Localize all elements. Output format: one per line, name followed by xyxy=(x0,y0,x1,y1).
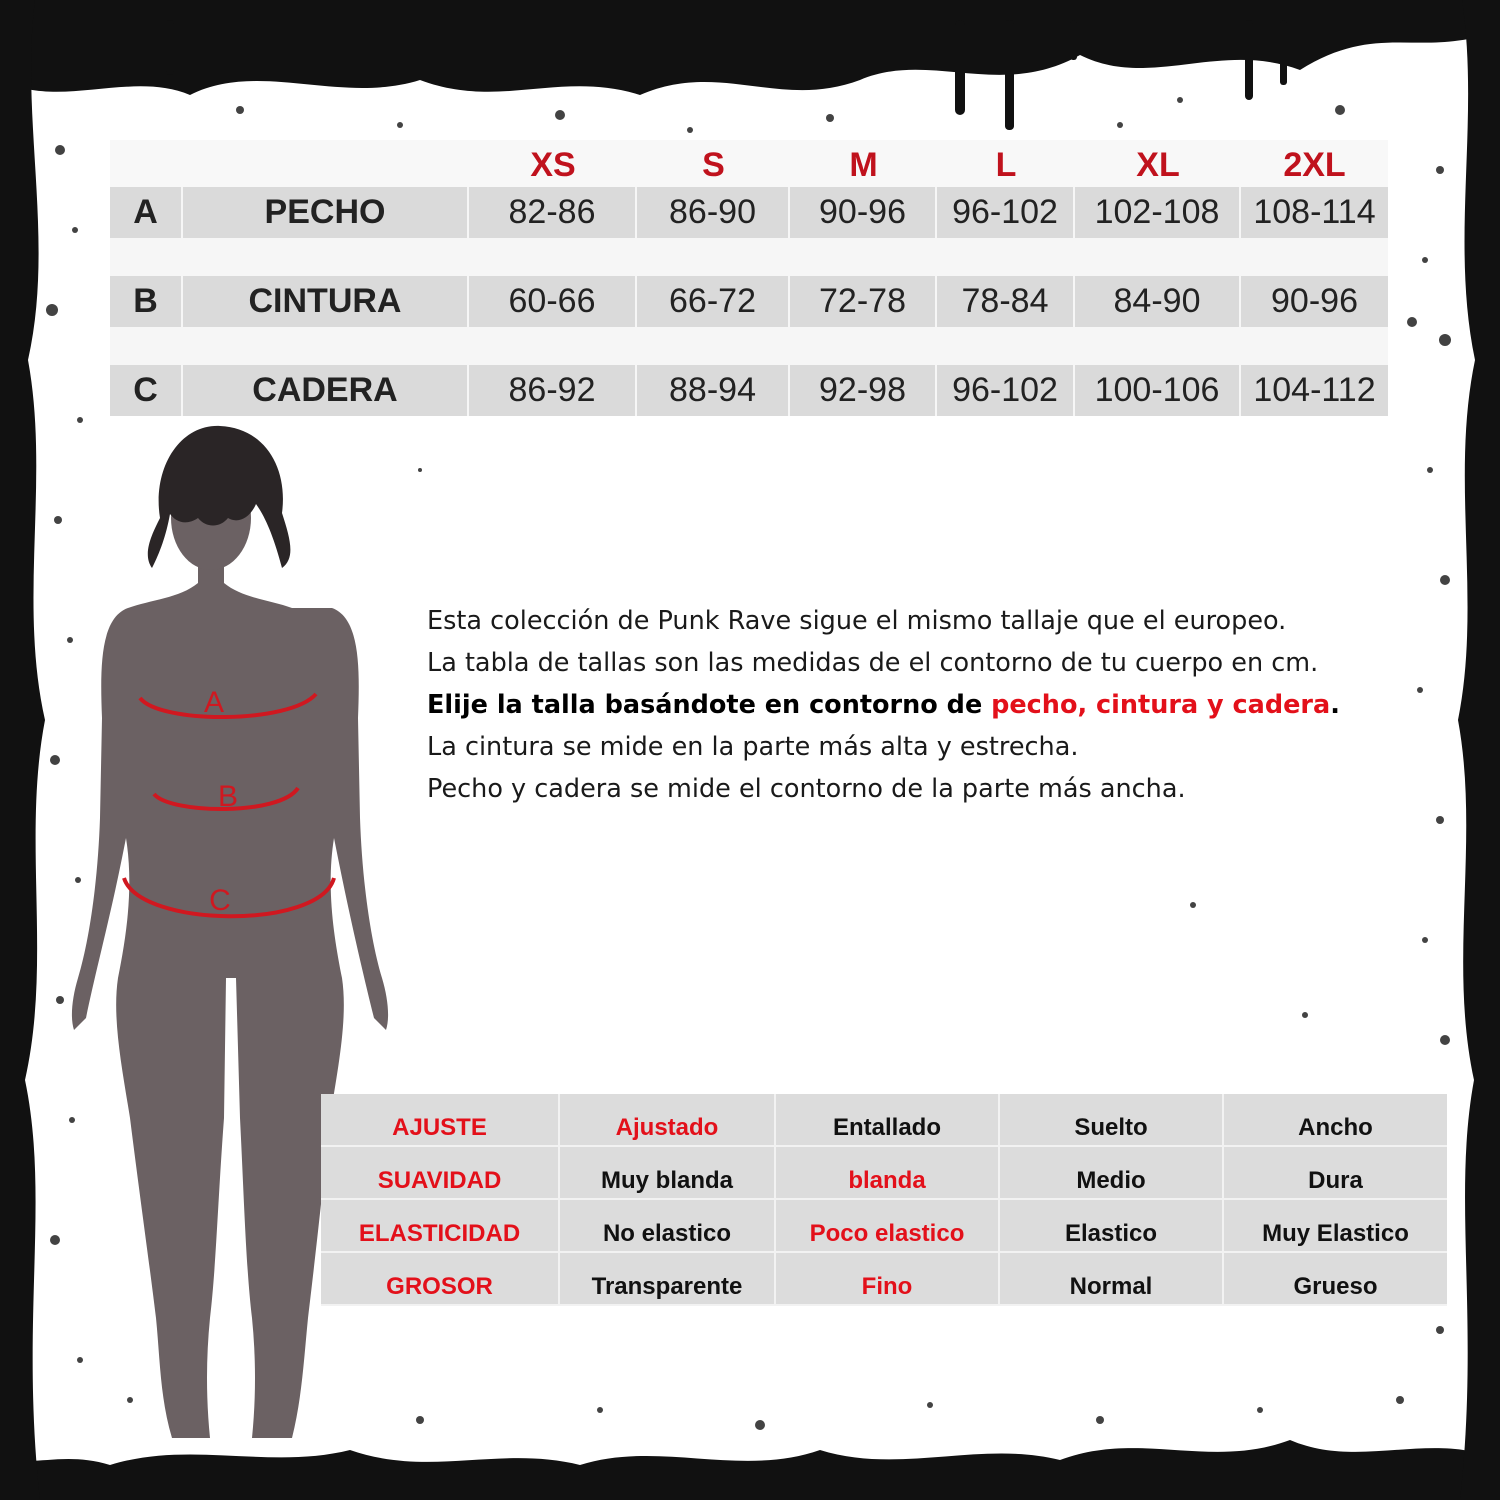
size-cell: 100-106 xyxy=(1075,365,1241,416)
size-cell: 86-92 xyxy=(469,365,637,416)
attr-option-selected: blanda xyxy=(775,1146,999,1199)
attr-label: GROSOR xyxy=(321,1252,559,1305)
attr-option: Elastico xyxy=(999,1199,1223,1252)
attr-option: Grueso xyxy=(1223,1252,1447,1305)
attr-option: Medio xyxy=(999,1146,1223,1199)
attr-option: Suelto xyxy=(999,1094,1223,1146)
attr-label: SUAVIDAD xyxy=(321,1146,559,1199)
attr-option-selected: Fino xyxy=(775,1252,999,1305)
attr-row-elasticidad xyxy=(321,1199,1447,1252)
attr-option: No elastico xyxy=(559,1199,775,1252)
attr-option-selected: Poco elastico xyxy=(775,1199,999,1252)
size-header-row xyxy=(110,140,1388,187)
row-name: CINTURA xyxy=(183,276,469,327)
size-row-cadera xyxy=(110,365,1388,416)
attr-option-selected: Ajustado xyxy=(559,1094,775,1146)
size-cell: 102-108 xyxy=(1075,187,1241,238)
row-letter: A xyxy=(110,187,183,238)
size-cell: 108-114 xyxy=(1241,187,1388,238)
attr-row-grosor xyxy=(321,1252,1447,1305)
fabric-attributes-table xyxy=(321,1094,1447,1306)
size-header-2xl: 2XL xyxy=(1241,140,1388,187)
attr-row-suavidad xyxy=(321,1146,1447,1199)
attr-label: AJUSTE xyxy=(321,1094,559,1146)
row-gap xyxy=(110,327,1388,365)
marker-c: C xyxy=(209,884,231,917)
size-cell: 96-102 xyxy=(937,365,1075,416)
attr-option: Entallado xyxy=(775,1094,999,1146)
size-cell: 60-66 xyxy=(469,276,637,327)
attr-option: Transparente xyxy=(559,1252,775,1305)
size-header-xs: XS xyxy=(469,140,637,187)
desc-red-text: pecho, cintura y cadera xyxy=(991,690,1331,720)
size-row-pecho xyxy=(110,187,1388,238)
marker-b: B xyxy=(217,780,239,813)
size-header-xl: XL xyxy=(1075,140,1241,187)
size-cell: 86-90 xyxy=(637,187,790,238)
header-spacer xyxy=(183,140,469,187)
size-header-m: M xyxy=(790,140,937,187)
size-cell: 72-78 xyxy=(790,276,937,327)
marker-a: A xyxy=(203,686,225,719)
size-cell: 78-84 xyxy=(937,276,1075,327)
size-cell: 96-102 xyxy=(937,187,1075,238)
attr-option: Ancho xyxy=(1223,1094,1447,1146)
attr-option: Dura xyxy=(1223,1146,1447,1199)
desc-line: Esta colección de Punk Rave sigue el mismo tallaje que el europeo. xyxy=(427,606,1287,636)
desc-line: La tabla de tallas son las medidas de el contorno de tu cuerpo en cm. xyxy=(427,648,1319,678)
row-gap xyxy=(110,238,1388,276)
size-cell: 92-98 xyxy=(790,365,937,416)
row-name: CADERA xyxy=(183,365,469,416)
size-chart-table xyxy=(110,140,1388,416)
size-header-s: S xyxy=(637,140,790,187)
size-cell: 88-94 xyxy=(637,365,790,416)
desc-bold-text: Elije la talla basándote en contorno de xyxy=(427,690,992,720)
attr-option: Muy Elastico xyxy=(1223,1199,1447,1252)
size-cell: 90-96 xyxy=(790,187,937,238)
row-letter: C xyxy=(110,365,183,416)
attr-row-ajuste xyxy=(321,1094,1447,1146)
row-letter: B xyxy=(110,276,183,327)
size-cell: 90-96 xyxy=(1241,276,1388,327)
size-row-cintura xyxy=(110,276,1388,327)
sizing-description xyxy=(427,600,1407,810)
desc-period: . xyxy=(1330,690,1340,720)
attr-option: Muy blanda xyxy=(559,1146,775,1199)
desc-line: Pecho y cadera se mide el contorno de la parte más ancha. xyxy=(427,774,1186,804)
size-cell: 104-112 xyxy=(1241,365,1388,416)
size-cell: 82-86 xyxy=(469,187,637,238)
size-cell: 66-72 xyxy=(637,276,790,327)
row-name: PECHO xyxy=(183,187,469,238)
size-cell: 84-90 xyxy=(1075,276,1241,327)
attr-option: Normal xyxy=(999,1252,1223,1305)
size-header-l: L xyxy=(937,140,1075,187)
desc-line-emphasis xyxy=(427,684,1407,726)
header-spacer xyxy=(110,140,183,187)
attr-label: ELASTICIDAD xyxy=(321,1199,559,1252)
desc-line: La cintura se mide en la parte más alta y estrecha. xyxy=(427,732,1079,762)
